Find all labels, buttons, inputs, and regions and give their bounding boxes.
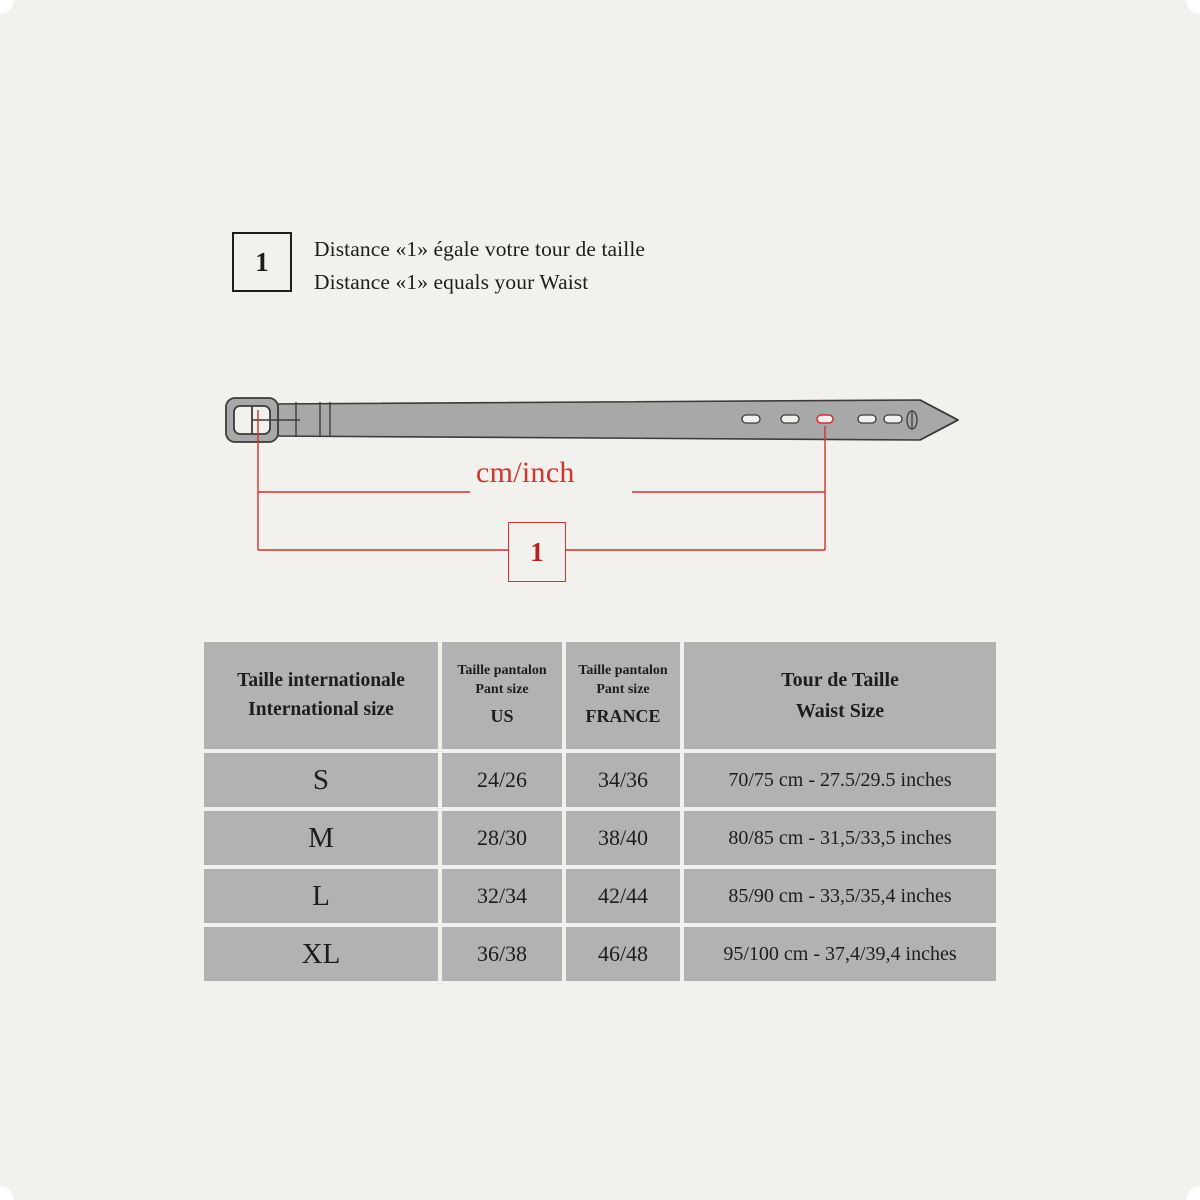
measure-step-badge: 1 xyxy=(508,522,566,582)
page-corner-top-left xyxy=(0,0,14,14)
table-row xyxy=(202,867,998,925)
legend-line-en: Distance «1» equals your Waist xyxy=(314,270,589,295)
header-france-fr: Taille pantalon xyxy=(578,663,668,679)
size-chart-table xyxy=(202,640,998,983)
page-corner-bottom-left xyxy=(0,1186,14,1200)
belt-illustration xyxy=(0,360,1200,600)
legend-text xyxy=(314,232,645,300)
legend-line-fr: Distance «1» égale votre tour de taille xyxy=(314,237,646,261)
header-france-region: FRANCE xyxy=(585,706,661,727)
cell-us: 36/38 xyxy=(440,925,564,983)
cell-waist: 85/90 cm - 33,5/35,4 inches xyxy=(682,867,998,925)
header-waist-en: Waist Size xyxy=(795,699,885,722)
table-row xyxy=(202,751,998,809)
header-us-fr: Taille pantalon xyxy=(457,663,547,679)
cell-france: 46/48 xyxy=(564,925,682,983)
cell-us: 28/30 xyxy=(440,809,564,867)
header-international xyxy=(202,640,440,751)
header-us xyxy=(440,640,564,751)
cell-waist: 95/100 cm - 37,4/39,4 inches xyxy=(682,925,998,983)
cell-size: L xyxy=(202,867,440,925)
belt-strap-shape xyxy=(268,400,958,440)
header-france xyxy=(564,640,682,751)
header-france-en: Pant size xyxy=(596,682,650,698)
cell-waist: 70/75 cm - 27.5/29.5 inches xyxy=(682,751,998,809)
cell-france: 38/40 xyxy=(564,809,682,867)
header-us-en: Pant size xyxy=(475,682,529,698)
measure-unit-label: cm/inch xyxy=(476,456,575,489)
cell-us: 32/34 xyxy=(440,867,564,925)
table-row xyxy=(202,925,998,983)
cell-size: S xyxy=(202,751,440,809)
cell-france: 42/44 xyxy=(564,867,682,925)
page-corner-bottom-right xyxy=(1186,1186,1200,1200)
legend-step-badge: 1 xyxy=(232,232,292,292)
header-international-fr: Taille internationale xyxy=(237,670,405,692)
table-row xyxy=(202,809,998,867)
cell-waist: 80/85 cm - 31,5/33,5 inches xyxy=(682,809,998,867)
page-corner-top-right xyxy=(1186,0,1200,14)
cell-us: 24/26 xyxy=(440,751,564,809)
cell-size: M xyxy=(202,809,440,867)
legend-block xyxy=(232,232,645,300)
table-header-row xyxy=(202,640,998,751)
header-international-en: International size xyxy=(248,698,394,720)
cell-size: XL xyxy=(202,925,440,983)
belt-measure-hole xyxy=(817,415,833,423)
header-us-region: US xyxy=(490,706,514,727)
header-waist-fr: Tour de Taille xyxy=(781,668,899,691)
cell-france: 34/36 xyxy=(564,751,682,809)
header-waist xyxy=(682,640,998,751)
